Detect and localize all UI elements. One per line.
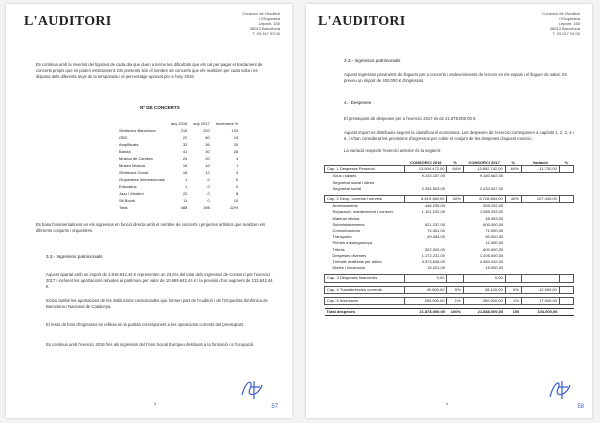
table-cell: 8 <box>235 191 239 196</box>
table-cell: 198 <box>203 205 210 210</box>
budget-cell: 40.600,00 <box>405 286 447 293</box>
signature-icon <box>236 375 282 405</box>
budget-chapter-row <box>325 196 574 203</box>
budget-cell <box>447 275 463 282</box>
table-row <box>116 169 241 176</box>
left-page <box>6 4 292 418</box>
budget-cell: 4.450.032,00 <box>479 259 504 265</box>
budget-cell: 1% <box>505 297 521 304</box>
table-cell: 28 <box>233 149 239 154</box>
budget-cell: 74.451,00 <box>427 228 445 234</box>
table-cell: Museu Música <box>119 163 145 168</box>
budget-cell <box>559 166 573 173</box>
address-line: i l'Orquestra <box>258 16 280 21</box>
table-row <box>116 155 241 162</box>
budget-cell: 15.201,00 <box>427 265 445 271</box>
budget-cell <box>447 203 463 210</box>
budget-chapter-row <box>325 286 574 293</box>
table-cell: 0 <box>207 198 210 203</box>
address-line: i l'Orquestra <box>558 16 580 21</box>
body-paragraph: El resto de fons d'ingressos es reflexa en la partida corresponent a les operacions corrents del pressupost. <box>46 322 244 327</box>
table-cell: 18 <box>182 170 188 175</box>
budget-cell: Seguretat social <box>332 185 362 191</box>
budget-header: CONSORCI 2017 <box>468 159 500 165</box>
table-cell: 10 <box>233 198 239 203</box>
table-row <box>116 141 241 148</box>
budget-cell: 64% <box>447 166 463 173</box>
table-cell: Simfònics Ciutat <box>119 170 148 175</box>
section-heading: 4.- Despeses <box>344 100 372 105</box>
address-block <box>220 11 280 36</box>
budget-cell: 71.000,00 <box>485 228 504 234</box>
budget-cell <box>505 203 521 210</box>
budget-chapter-row <box>325 297 574 304</box>
budget-cell: Subministraments <box>332 221 365 227</box>
budget-cell: 64% <box>505 166 521 173</box>
body-paragraph: El pressupost de despeses per a l'exercici 2017 és de 21.878.000,00 €. <box>344 116 477 121</box>
budget-header-row <box>325 159 574 166</box>
section-heading: 3.3.- Ingressos patrimonials <box>46 254 103 259</box>
page-number: 5 <box>154 401 157 406</box>
budget-cell: Cap. 1 Despeses Personal <box>325 166 405 173</box>
table-cell: Educatius <box>119 184 137 189</box>
address-line: 08013 Barcelona <box>549 26 580 31</box>
table-row <box>116 134 241 141</box>
table-cell: 11 <box>183 198 188 203</box>
budget-cell: Cap. 4 Transferències corrents <box>325 286 405 293</box>
table-cell: 32 <box>182 142 188 147</box>
address-line: 08013 Barcelona <box>249 26 280 31</box>
budget-cell: 12.400,00 <box>485 240 504 246</box>
table-row <box>116 176 241 183</box>
budget-cell: Total despeses <box>325 309 405 316</box>
budget-cell: 17.000,00 <box>521 297 559 304</box>
budget-cell: Cap. 6 Inversions <box>325 297 405 304</box>
budget-cell: 49.454,00 <box>427 234 445 240</box>
table-cell: 20 <box>233 142 239 147</box>
table-cell: 30 <box>205 149 210 154</box>
table-row <box>116 148 241 155</box>
table-cell: 0 <box>207 191 210 196</box>
table-cell: 24 <box>182 156 188 161</box>
body-paragraph: Es continua amb l'exercici 2016 fins als ingressos del Fons Social Europeu destinats a la formació i a l'ocupació. <box>46 342 255 347</box>
table-cell: Total <box>119 205 128 210</box>
budget-cell <box>559 297 573 304</box>
budget-cell <box>559 286 573 293</box>
table-cell: 12 <box>205 170 210 175</box>
budget-cell <box>559 196 573 203</box>
table-cell: 36 <box>205 142 210 147</box>
table-cell: 1 <box>185 177 188 182</box>
budget-cell: 4.573.645,00 <box>421 259 445 265</box>
table-cell: Simfònics Barcelona <box>119 128 156 133</box>
budget-cell <box>521 173 559 180</box>
intro-paragraph: Es continua amb la inversió del figurant de cada dia que duen a terme les dificultats que els cal per pagar el tractament de concerts propis que es poden estrictament. Els presents són el nombre de concerts que els realitzen per cada volta i es disposa dels diferents anys de la temporada i el percentatge aprovat per a l'any 2016. <box>36 62 263 79</box>
budget-cell: 0% <box>505 286 521 293</box>
budget-cell: 1.101.232,00 <box>421 209 445 215</box>
table-header <box>116 120 168 127</box>
table-cell: 0 <box>207 177 210 182</box>
handwritten-seal <box>542 375 586 410</box>
budget-cell: 555.252,00 <box>483 203 504 209</box>
table-cell: 1 <box>235 163 239 168</box>
budget-cell: Arrendaments <box>332 203 358 209</box>
budget-cell: Despeses diverses <box>332 252 367 258</box>
table-header: any 2017 <box>193 121 210 126</box>
budget-cell: 15.000,00 <box>485 265 504 271</box>
budget-cell: Tributs <box>332 246 345 252</box>
table-cell: 220 <box>203 128 210 133</box>
budget-cell <box>505 275 521 282</box>
budget-cell: Cap. 2 Desp. corrents i serveis <box>325 196 405 203</box>
table-cell: 22 <box>182 191 188 196</box>
table-cell: 19 <box>233 135 239 140</box>
budget-header: % <box>453 159 457 165</box>
table-cell: 0 <box>207 184 210 189</box>
address-line: Consorci de l'Auditori <box>242 11 280 16</box>
table-cell: OBC <box>119 135 128 140</box>
table-header-row <box>116 120 241 127</box>
budget-cell <box>559 203 573 210</box>
budget-cell: 107.445,00 <box>521 196 559 203</box>
table-cell: 41 <box>182 149 188 154</box>
budget-cell: 1.172.231,00 <box>421 252 445 258</box>
budget-cell: 40% <box>505 196 521 203</box>
section-heading: 3.3.- Ingressos patrimonials <box>344 58 401 63</box>
body-paragraph: Aquest ingressos provinents de lloguers per a concerts i esdeveniments de tercers en els espais i el lloguer de sales. Es preveu un import de 400.000 € d'ingressos. <box>344 72 567 83</box>
table-cell: 16 <box>182 163 188 168</box>
table-cell: 0 <box>235 177 239 182</box>
table-cell: 102 <box>231 128 239 133</box>
budget-cell: Sous i salaris <box>332 173 357 179</box>
budget-row <box>325 173 574 180</box>
table-cell: 1 <box>185 184 188 189</box>
budget-cell: Material oficina <box>332 215 360 221</box>
table-cell: 20 <box>205 156 210 161</box>
budget-cell: 600.000,00 <box>483 246 504 252</box>
signature-icon <box>542 375 586 405</box>
budget-cell: 13.904.472,00 <box>405 166 447 173</box>
budget-cell: Comunicacions <box>332 228 360 234</box>
table-cell: 80 <box>205 135 210 140</box>
body-paragraph: Inclou també les aportacions de les institucions consorciades que formen part de l'Auditori i de l'Orquestra Simfònica de Barcelona i Nacional de Catalunya. <box>46 298 268 309</box>
budget-cell: 300.000,00 <box>463 297 505 304</box>
concert-table <box>116 120 241 211</box>
table-row <box>116 162 241 169</box>
budget-cell <box>521 203 559 210</box>
table-cell: 22 <box>182 135 188 140</box>
table-cell: Música de Cambra <box>119 156 153 161</box>
budget-cell: 600.000,00 <box>483 221 504 227</box>
budget-header: CONSORCI 2016 <box>410 159 442 165</box>
budget-table <box>324 159 574 316</box>
body-paragraph: La variació respecte l'exercici anterior és la següent: <box>344 148 442 153</box>
paragraph-after-table: Es basa fonamentalment en els ingressos en funció directa amb el nombre de concerts i projectes artístics que realitzen els diferents conjunts i orquestres. <box>36 222 266 233</box>
budget-cell: 100% <box>447 309 463 316</box>
budget-cell: Cap. 3 Despeses financeres <box>325 275 405 282</box>
budget-cell: Treballs realitzats per altres <box>332 259 382 265</box>
budget-cell: -12.500,00 <box>521 286 559 293</box>
budget-cell: 13.892.742,00 <box>463 166 505 173</box>
budget-cell <box>559 173 573 180</box>
budget-cell: 21.878.000,00 <box>405 309 447 316</box>
budget-cell: 522.000,00 <box>424 246 445 252</box>
budget-cell: Transports <box>332 234 352 240</box>
table-cell: Sit Bourk <box>119 198 136 203</box>
body-paragraph: Aquest import es distribueix segons la classificació econòmica. Les despeses de l'exercici corresponen a capítols 1, 2, 3, 4 i 6, i s'han considerat les previsions d'ingressos per cobrir el conjunt de les despeses d'aquest exercici. <box>344 130 574 141</box>
handwritten-seal <box>236 375 282 410</box>
budget-cell: 104.000,00 <box>521 309 559 316</box>
table-cell: 0 <box>235 184 239 189</box>
page-number: 6 <box>446 401 449 406</box>
table-cell: Amplificats <box>119 142 139 147</box>
table-cell: 488 <box>180 205 188 210</box>
budget-cell: 21.888.000,00 <box>463 309 505 316</box>
budget-cell: 621.237,00 <box>424 221 445 227</box>
budget-total-row <box>325 309 574 316</box>
table-row <box>116 183 241 190</box>
budget-cell: 100 <box>505 309 521 316</box>
budget-cell: 2.434.547,00 <box>479 185 504 191</box>
budget-chapter-row <box>325 166 574 173</box>
budget-header: Variació <box>532 159 548 165</box>
budget-header <box>325 159 405 166</box>
table-row <box>116 127 241 134</box>
table-row <box>116 197 241 204</box>
budget-cell: 446.239,00 <box>424 203 445 209</box>
address-block <box>520 11 580 36</box>
auditori-logo: L'AUDITORI <box>24 14 112 29</box>
budget-cell <box>521 275 559 282</box>
address-line: T. 93 247 93 00 <box>552 31 580 36</box>
handwritten-number: 58 <box>577 404 584 410</box>
budget-cell: 8.726.834,00 <box>463 196 505 203</box>
budget-cell: 283.000,00 <box>405 297 447 304</box>
budget-cell: 48.953,00 <box>485 215 504 221</box>
table-cell: Jazz i Modern <box>119 191 144 196</box>
budget-cell: 8.619.389,00 <box>405 196 447 203</box>
budget-cell: 1% <box>447 297 463 304</box>
budget-cell: Reparació, manteniment i conserv. <box>332 209 395 215</box>
budget-cell: -11.730,00 <box>521 166 559 173</box>
budget-header: % <box>564 159 569 165</box>
table-cell: 4 <box>235 156 239 161</box>
budget-header: % <box>511 159 515 165</box>
budget-cell: 9.180.662,00 <box>479 173 504 179</box>
auditori-logo: L'AUDITORI <box>318 14 406 29</box>
budget-cell: 40% <box>447 196 463 203</box>
budget-chapter-row <box>325 275 574 282</box>
budget-row <box>325 203 574 210</box>
budget-cell: 0,00 <box>463 275 505 282</box>
table-header: any 2016 <box>170 121 188 126</box>
table-header: Increment % <box>215 121 239 126</box>
table-cell: Banda <box>119 149 131 154</box>
budget-cell <box>559 309 573 316</box>
budget-cell: Dietes i locomoció <box>332 265 365 271</box>
budget-cell <box>447 173 463 180</box>
table-row <box>116 190 241 197</box>
handwritten-number: 57 <box>271 404 278 410</box>
budget-cell: 0% <box>447 286 463 293</box>
budget-cell: Primes d'assegurança <box>332 240 372 246</box>
address-line: T. 93 247 93 00 <box>252 31 280 36</box>
budget-cell: 50.000,00 <box>485 234 504 240</box>
budget-cell: 1.206.000,00 <box>479 252 504 258</box>
address-line: Consorci de l'Auditori <box>542 11 580 16</box>
budget-cell: 9.243.187,00 <box>421 173 445 179</box>
table-cell: 215 <box>180 128 188 133</box>
budget-cell: 0,00 <box>405 275 447 282</box>
body-paragraph: Aquest apartat amb un import de 3.919.642,44 € representen un 23,6% del total dels ingressos de Consorci per l'exercici 2017 i incloent les aportacions rebudes al patrimoni per valor de 10.989.642,44 € i la previsió d'un augment de 123.642,44 €. <box>46 272 273 289</box>
budget-cell: 2.254.503,00 <box>421 185 445 191</box>
table-cell: 4 <box>235 170 239 175</box>
budget-cell: Seguretat social i altres <box>332 179 375 185</box>
table-cell: 10 <box>205 163 210 168</box>
address-line: Lepant, 150 <box>258 21 280 26</box>
budget-cell <box>559 275 573 282</box>
address-line: Lepant, 150 <box>558 21 580 26</box>
budget-cell <box>505 173 521 180</box>
concert-table-title: Nº DE CONCERTS <box>140 105 180 110</box>
budget-cell: 28.100,00 <box>463 286 505 293</box>
budget-cell: 1.085.293,00 <box>479 209 504 215</box>
table-cell: 22% <box>230 205 239 210</box>
right-page <box>306 4 592 418</box>
table-cell: Orquestres Internacionals <box>119 177 165 182</box>
table-total-row <box>116 204 241 211</box>
